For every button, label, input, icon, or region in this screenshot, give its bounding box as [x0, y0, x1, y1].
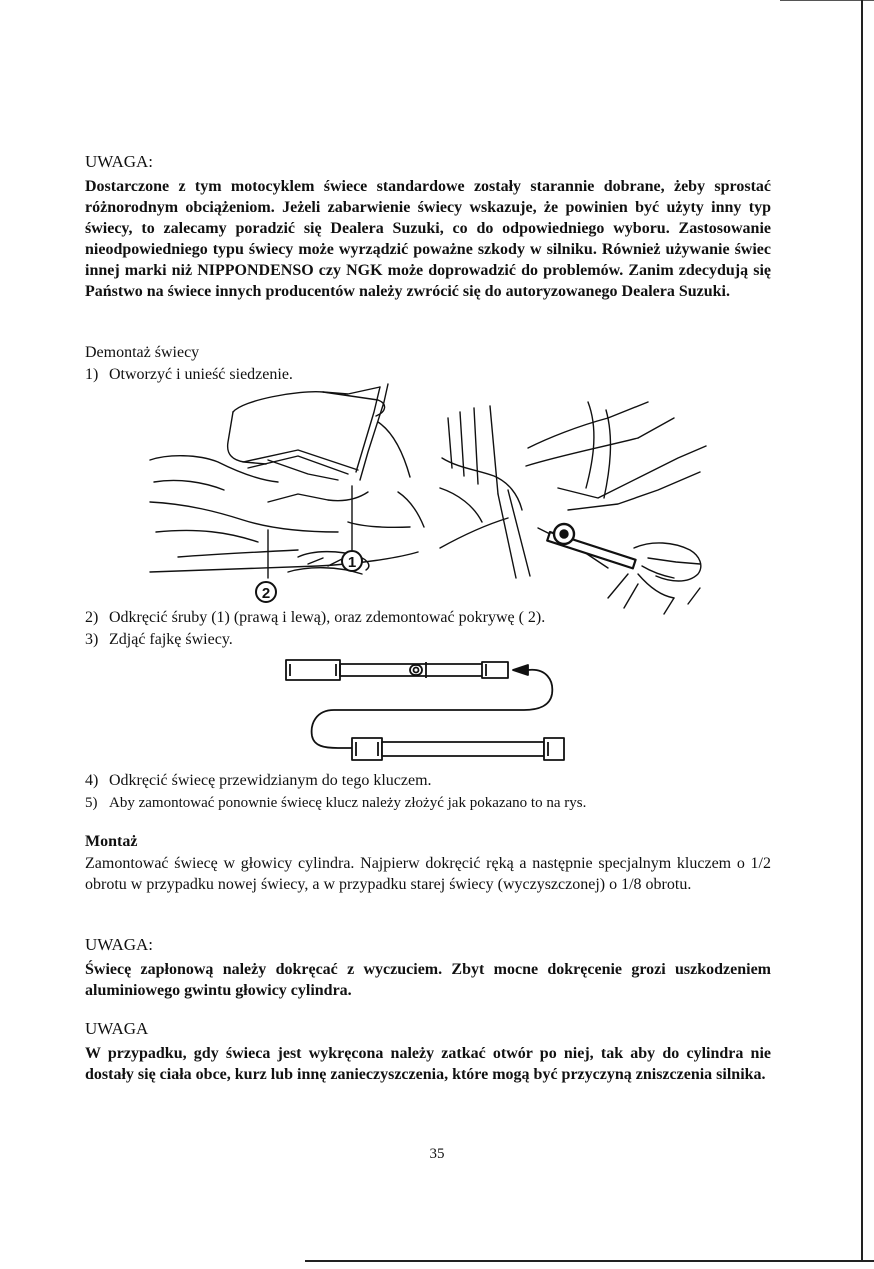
note-1-text: Dostarczone z tym motocyklem świece standardowe zostały starannie dobrane, żeby sprostać różnorodnym obciążeniom. Jeżeli zabarwienie świecy wskazuje, że powinien być użyty inny typ świecy, to zalecamy poradzić się Dealera Suzuki, co do odpowiedniego wyboru. Zastosowanie nieodpowiedniego typu świecy może wyrządzić poważne szkody w silniku. Również używanie świec innej marki niż NIPPONDENSO czy NGK może doprowadzić do problemów. Zanim zdecydują się Państwo na świece innych producentów należy zwrócić się do autoryzowanego Dealera Suzuki. [85, 178, 771, 300]
scan-edge-bottom [305, 1260, 874, 1262]
mounting-heading: Montaż [85, 833, 138, 850]
scan-edge-right [861, 0, 863, 1262]
callout-2 [256, 582, 276, 602]
plug-wrench-assembly-diagram [282, 650, 572, 770]
wrench-illustration [438, 398, 708, 618]
step-5 [85, 793, 586, 813]
note-2-heading: UWAGA: [85, 935, 153, 954]
mounting-section [85, 831, 771, 895]
step-1-number: 1) [85, 366, 99, 383]
note-2-text: Świecę zapłonową należy dokręcać z wyczuciem. Zbyt mocne dokręcenie grozi uszkodzeniem aluminiowego gwintu głowicy cylindra. [85, 961, 771, 999]
step-4 [85, 771, 432, 791]
assembled-wrench [286, 660, 508, 680]
step-5-text: Aby zamontować ponownie świecę klucz należy złożyć jak pokazano to na rys. [109, 795, 587, 811]
scan-edge-top [780, 0, 874, 1]
step-3-number: 3) [85, 631, 99, 648]
step-2-text: Odkręcić śruby (1) (prawą i lewą), oraz zdemontować pokrywę ( 2). [109, 609, 546, 626]
step-1-text: Otworzyć i unieść siedzenie. [109, 366, 293, 383]
note-2 [85, 934, 771, 1001]
seat-cover-illustration [148, 382, 430, 607]
removal-title: Demontaż świecy [85, 344, 200, 361]
note-3 [85, 1018, 771, 1085]
step-5-number: 5) [85, 795, 98, 811]
assembly-arrow [312, 665, 553, 748]
note-3-text: W przypadku, gdy świeca jest wykręcona należy zatkać otwór po niej, tak aby do cylindra nie dostały się ciała obce, kurz lub innę zanieczyszczenia, które mogą być przyczyną zniszczenia silnika. [85, 1045, 771, 1083]
callout-1-label: 1 [347, 554, 357, 571]
step-2 [85, 608, 545, 628]
step-4-number: 4) [85, 772, 99, 789]
callout-1 [342, 551, 362, 571]
note-1 [85, 151, 771, 302]
mounting-text: Zamontować świecę w głowicy cylindra. Najpierw dokręcić ręką a następnie specjalnym kluczem o 1/2 obrotu w przypadku nowej świecy, a w przypadku starej świecy (wyczyszczonej) o 1/8 obrotu. [85, 855, 771, 893]
step-4-text: Odkręcić świecę przewidzianym do tego kluczem. [109, 772, 432, 789]
page-number: 35 [429, 1146, 445, 1162]
note-3-heading: UWAGA [85, 1019, 149, 1038]
disassembled-rod [352, 738, 564, 760]
note-1-heading: UWAGA: [85, 152, 153, 171]
step-3 [85, 630, 233, 650]
step-3-text: Zdjąć fajkę świecy. [109, 631, 233, 648]
step-2-number: 2) [85, 609, 99, 626]
callout-2-label: 2 [261, 585, 271, 602]
